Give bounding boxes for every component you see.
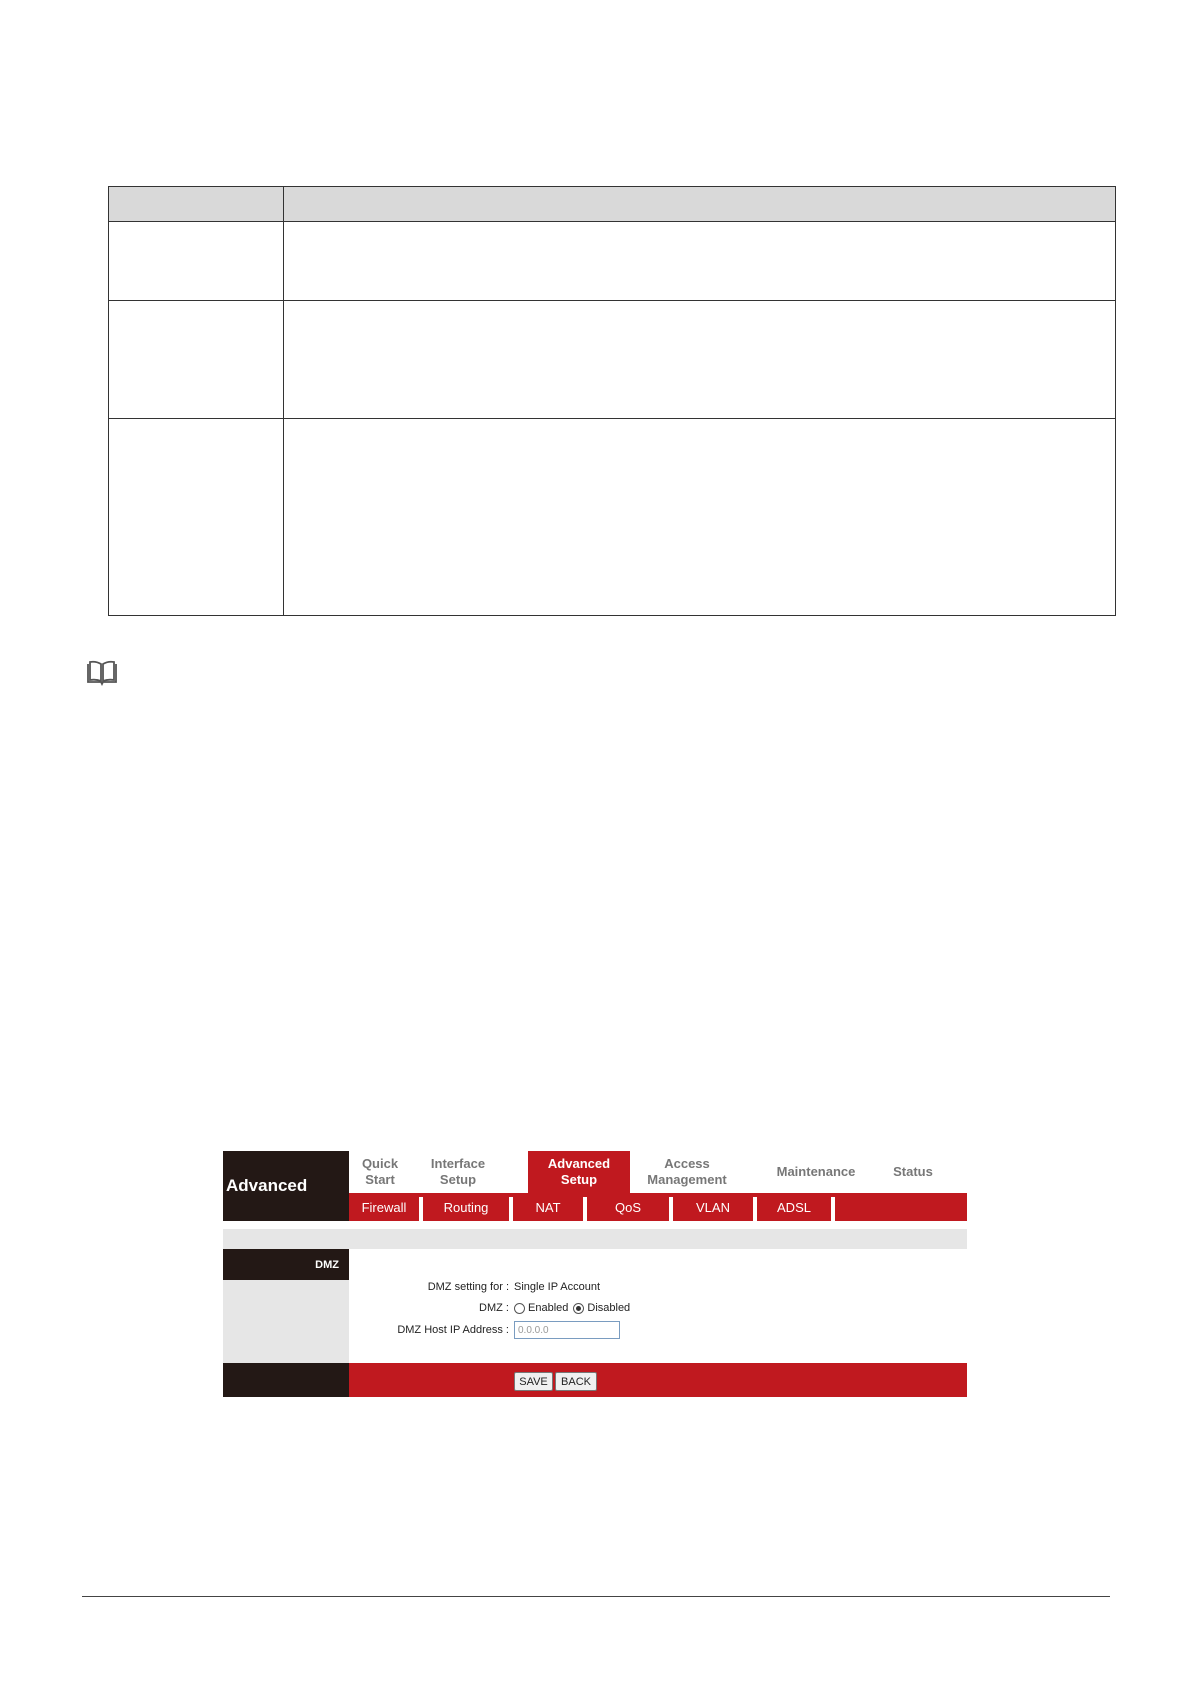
tab-quick-start[interactable]: Quick Start xyxy=(361,1156,399,1187)
host-ip-wrapper xyxy=(514,1321,620,1339)
table-header-cell xyxy=(284,187,1116,222)
table-cell xyxy=(284,419,1116,616)
dmz-enabled-radio[interactable] xyxy=(514,1303,525,1314)
section-label-dmz: DMZ xyxy=(223,1249,349,1280)
dmz-label: DMZ : xyxy=(479,1302,509,1314)
table-cell xyxy=(109,222,284,300)
subtab-routing[interactable]: Routing xyxy=(443,1199,489,1215)
dmz-radio-group xyxy=(514,1302,635,1314)
dmz-disabled-label: Disabled xyxy=(587,1302,631,1314)
sub-navigation xyxy=(349,1193,967,1221)
form-row-setting-for xyxy=(349,1281,967,1297)
tab-interface-setup[interactable]: Interface Setup xyxy=(430,1156,486,1187)
subtab-vlan[interactable]: VLAN xyxy=(696,1199,730,1215)
header-band xyxy=(223,1229,967,1249)
footer-rule xyxy=(82,1596,1110,1597)
tab-maintenance[interactable]: Maintenance xyxy=(776,1164,856,1179)
host-ip-label: DMZ Host IP Address : xyxy=(397,1324,509,1336)
save-button[interactable]: SAVE xyxy=(514,1372,553,1391)
subtab-firewall[interactable]: Firewall xyxy=(361,1199,407,1215)
back-button[interactable]: BACK xyxy=(555,1372,597,1391)
tab-status[interactable]: Status xyxy=(893,1164,933,1179)
dmz-enabled-label: Enabled xyxy=(528,1302,569,1314)
subtab-separator xyxy=(831,1197,835,1221)
host-ip-input[interactable] xyxy=(514,1321,620,1339)
setting-for-value: Single IP Account xyxy=(514,1281,601,1293)
subtab-qos[interactable]: QoS xyxy=(614,1199,641,1215)
brand-label: Advanced xyxy=(223,1151,349,1221)
book-note-icon xyxy=(86,660,118,686)
form-row-dmz xyxy=(349,1302,967,1318)
subtab-nat[interactable]: NAT xyxy=(535,1199,561,1215)
router-ui xyxy=(223,1151,967,1397)
dmz-disabled-radio[interactable] xyxy=(573,1303,584,1314)
table-cell xyxy=(109,419,284,616)
footer-bar xyxy=(349,1363,967,1397)
table-cell xyxy=(109,300,284,419)
footer-left xyxy=(223,1363,349,1397)
parameter-table xyxy=(108,186,1116,616)
form-row-host-ip xyxy=(349,1321,967,1341)
setting-for-label: DMZ setting for : xyxy=(427,1281,509,1293)
table-cell xyxy=(284,300,1116,419)
subtab-adsl[interactable]: ADSL xyxy=(777,1199,811,1215)
table-header-cell xyxy=(109,187,284,222)
tab-access-management[interactable]: Access Management xyxy=(647,1156,727,1187)
tab-advanced-setup[interactable]: Advanced Setup xyxy=(528,1151,630,1193)
table-cell xyxy=(284,222,1116,300)
